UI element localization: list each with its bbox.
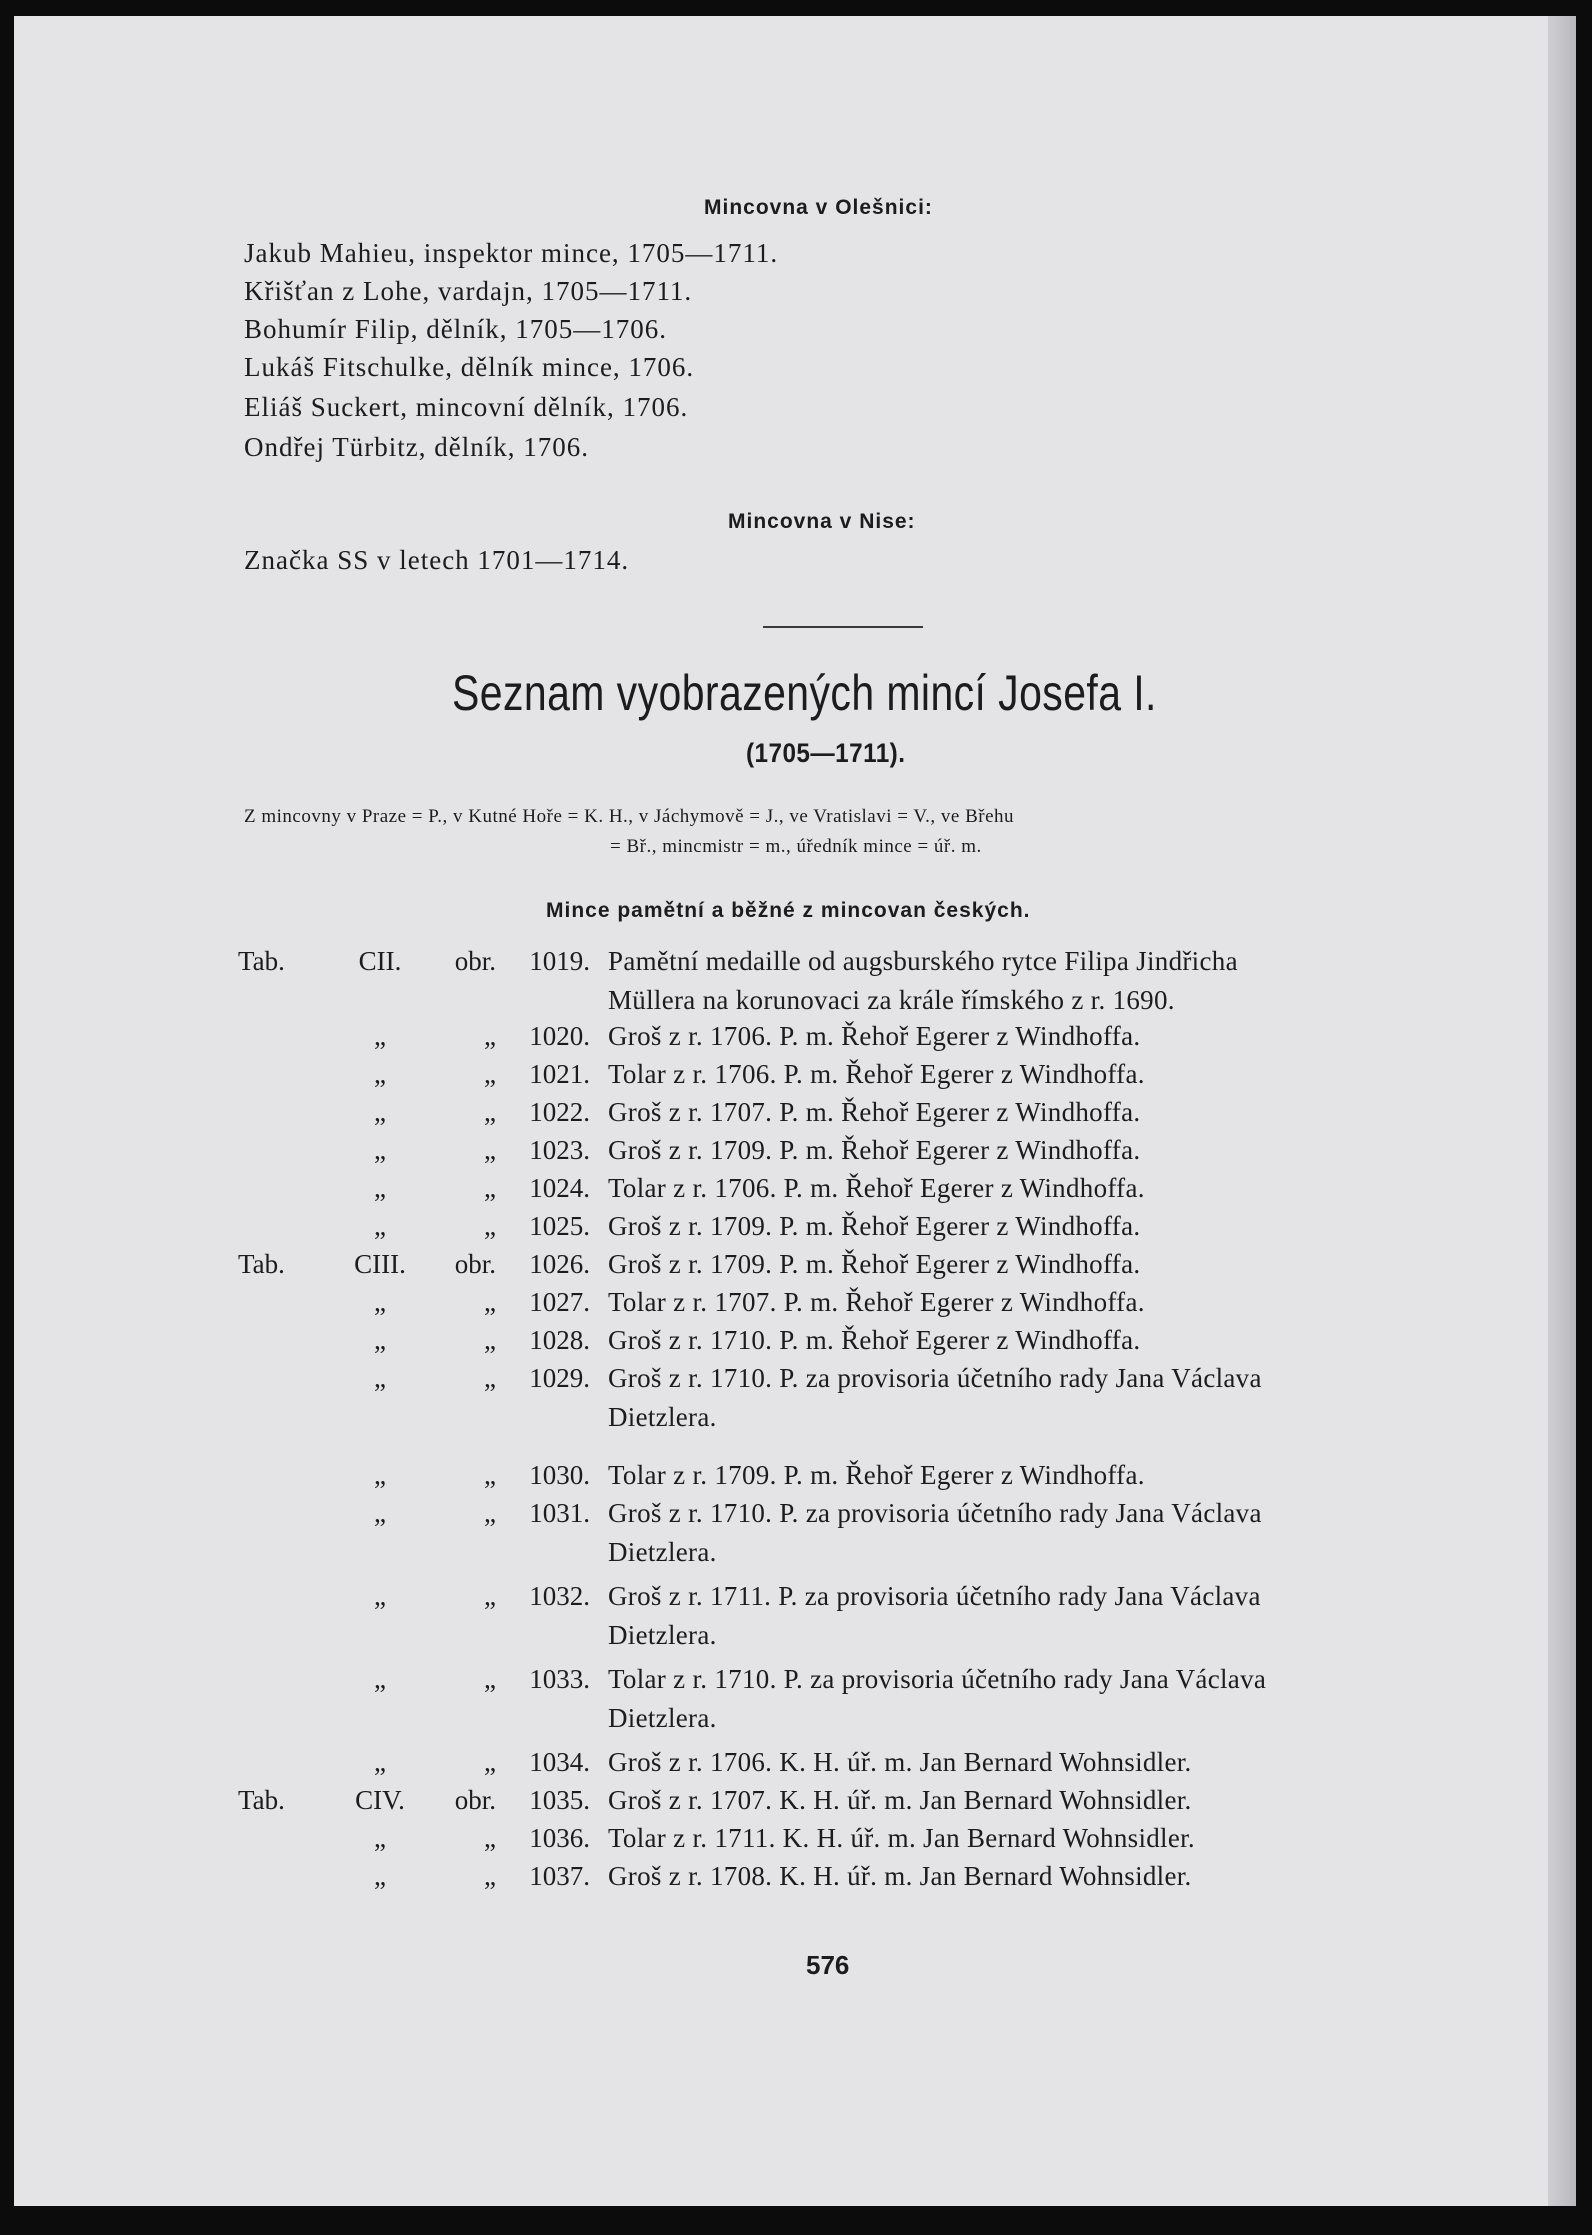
row-description-line: Tolar z r. 1707. P. m. Řehoř Egerer z Windhoffa. bbox=[608, 1287, 1145, 1317]
olesnice-line: Ondřej Türbitz, dělník, 1706. bbox=[244, 432, 589, 462]
row-figure-number: 1020. bbox=[529, 1021, 590, 1051]
row-description-line: Groš z r. 1710. P. m. Řehoř Egerer z Windhoffa. bbox=[608, 1325, 1141, 1355]
page-edge bbox=[1548, 16, 1576, 2206]
row-plate-number: „ bbox=[374, 1097, 386, 1127]
row-description bbox=[608, 1498, 1440, 1568]
row-plate-number: CIV. bbox=[355, 1785, 405, 1815]
row-figure-label: „ bbox=[484, 1460, 496, 1490]
row-plate-number: „ bbox=[374, 1664, 386, 1694]
row-description-line: Groš z r. 1711. P. za provisoria účetního rady Jana Václava bbox=[608, 1581, 1261, 1611]
row-description-line: Groš z r. 1707. K. H. úř. m. Jan Bernard Wohnsidler. bbox=[608, 1785, 1192, 1815]
row-tab-label: Tab. bbox=[238, 946, 285, 976]
row-description-line: Tolar z r. 1706. P. m. Řehoř Egerer z Windhoffa. bbox=[608, 1059, 1145, 1089]
row-plate-number: CII. bbox=[358, 946, 402, 976]
row-plate-number: „ bbox=[374, 1173, 386, 1203]
olesnice-line: Lukáš Fitschulke, dělník mince, 1706. bbox=[244, 352, 695, 382]
row-description bbox=[608, 1249, 1440, 1280]
row-figure-number: 1036. bbox=[529, 1823, 590, 1853]
divider-rule bbox=[763, 626, 923, 628]
row-description-line: Groš z r. 1709. P. m. Řehoř Egerer z Windhoffa. bbox=[608, 1135, 1141, 1165]
row-figure-label: obr. bbox=[454, 946, 496, 976]
row-figure-label: „ bbox=[484, 1211, 496, 1241]
row-description-line: Groš z r. 1706. K. H. úř. m. Jan Bernard Wohnsidler. bbox=[608, 1747, 1192, 1777]
row-figure-label: obr. bbox=[454, 1785, 496, 1815]
row-figure-label: „ bbox=[484, 1059, 496, 1089]
row-plate-number: „ bbox=[374, 1021, 386, 1051]
section-heading-nisa: Mincovna v Nise: bbox=[728, 510, 916, 533]
row-description bbox=[608, 1097, 1440, 1128]
row-figure-label: „ bbox=[484, 1021, 496, 1051]
row-description-line: Tolar z r. 1710. P. za provisoria účetního rady Jana Václava bbox=[608, 1664, 1267, 1694]
row-description-line: Groš z r. 1707. P. m. Řehoř Egerer z Windhoffa. bbox=[608, 1097, 1141, 1127]
row-figure-number: 1021. bbox=[529, 1059, 590, 1089]
title-years: (1705—1711). bbox=[746, 738, 906, 768]
page-title: Seznam vyobrazených mincí Josefa I. bbox=[452, 665, 1157, 721]
row-figure-number: 1033. bbox=[529, 1664, 590, 1694]
row-figure-number: 1022. bbox=[529, 1097, 590, 1127]
row-tab-label: Tab. bbox=[238, 1785, 285, 1815]
row-description bbox=[608, 1021, 1440, 1052]
row-figure-label: „ bbox=[484, 1287, 496, 1317]
page-number: 576 bbox=[806, 1950, 850, 1980]
row-description-line: Groš z r. 1710. P. za provisoria účetního rady Jana Václava bbox=[608, 1363, 1262, 1393]
row-description-continuation: Dietzlera. bbox=[608, 1620, 717, 1650]
row-description bbox=[608, 1460, 1440, 1491]
row-description bbox=[608, 1581, 1440, 1651]
nisa-line: Značka SS v letech 1701—1714. bbox=[244, 545, 630, 575]
row-plate-number: „ bbox=[374, 1747, 386, 1777]
row-figure-number: 1030. bbox=[529, 1460, 590, 1490]
row-figure-number: 1035. bbox=[529, 1785, 590, 1815]
legend-line-2: = Bř., mincmistr = m., úředník mince = úř. m. bbox=[610, 836, 982, 857]
row-figure-number: 1024. bbox=[529, 1173, 590, 1203]
row-description bbox=[608, 1785, 1440, 1816]
row-plate-number: „ bbox=[374, 1287, 386, 1317]
row-description bbox=[608, 1287, 1440, 1318]
row-description-line: Tolar z r. 1709. P. m. Řehoř Egerer z Windhoffa. bbox=[608, 1460, 1145, 1490]
row-figure-label: „ bbox=[484, 1363, 496, 1393]
row-plate-number: „ bbox=[374, 1581, 386, 1611]
row-figure-number: 1029. bbox=[529, 1363, 590, 1393]
row-figure-label: „ bbox=[484, 1664, 496, 1694]
row-figure-label: „ bbox=[484, 1325, 496, 1355]
row-plate-number: „ bbox=[374, 1059, 386, 1089]
row-figure-number: 1025. bbox=[529, 1211, 590, 1241]
row-description bbox=[608, 1861, 1440, 1892]
row-figure-label: „ bbox=[484, 1097, 496, 1127]
row-description-continuation: Dietzlera. bbox=[608, 1402, 717, 1432]
row-figure-label: „ bbox=[484, 1861, 496, 1891]
section-heading-mince: Mince pamětní a běžné z mincovan českých. bbox=[546, 899, 1031, 922]
row-plate-number: „ bbox=[374, 1363, 386, 1393]
olesnice-line: Bohumír Filip, dělník, 1705—1706. bbox=[244, 314, 668, 344]
row-plate-number: „ bbox=[374, 1498, 386, 1528]
olesnice-line: Eliáš Suckert, mincovní dělník, 1706. bbox=[244, 392, 689, 422]
row-description-continuation: Dietzlera. bbox=[608, 1537, 717, 1567]
row-description-continuation: Müllera na korunovaci za krále římského z r. 1690. bbox=[608, 985, 1175, 1015]
row-figure-number: 1026. bbox=[529, 1249, 590, 1279]
row-figure-label: „ bbox=[484, 1173, 496, 1203]
row-figure-label: „ bbox=[484, 1135, 496, 1165]
row-description-line: Pamětní medaille od augsburského rytce Filipa Jindřicha bbox=[608, 946, 1238, 976]
row-description-line: Groš z r. 1710. P. za provisoria účetního rady Jana Václava bbox=[608, 1498, 1262, 1528]
row-plate-number: „ bbox=[374, 1325, 386, 1355]
row-tab-label: Tab. bbox=[238, 1249, 285, 1279]
row-description bbox=[608, 1059, 1440, 1090]
row-description bbox=[608, 1211, 1440, 1242]
row-description-line: Groš z r. 1706. P. m. Řehoř Egerer z Windhoffa. bbox=[608, 1021, 1141, 1051]
row-plate-number: „ bbox=[374, 1211, 386, 1241]
legend-line-1: Z mincovny v Praze = P., v Kutné Hoře = K. H., v Jáchymově = J., ve Vratislavi = V., ve Břehu bbox=[244, 806, 1015, 827]
row-plate-number: CIII. bbox=[354, 1249, 406, 1279]
row-figure-number: 1027. bbox=[529, 1287, 590, 1317]
row-figure-number: 1028. bbox=[529, 1325, 590, 1355]
row-figure-number: 1019. bbox=[529, 946, 590, 976]
row-figure-label: „ bbox=[484, 1823, 496, 1853]
section-heading-olesnice: Mincovna v Olešnici: bbox=[704, 196, 933, 219]
row-description bbox=[608, 1173, 1440, 1204]
row-description-line: Tolar z r. 1711. K. H. úř. m. Jan Bernard Wohnsidler. bbox=[608, 1823, 1195, 1853]
olesnice-line: Jakub Mahieu, inspektor mince, 1705—1711. bbox=[244, 238, 779, 268]
row-description-line: Groš z r. 1709. P. m. Řehoř Egerer z Windhoffa. bbox=[608, 1211, 1141, 1241]
row-description bbox=[608, 1823, 1440, 1854]
row-plate-number: „ bbox=[374, 1460, 386, 1490]
row-description bbox=[608, 1747, 1440, 1778]
row-plate-number: „ bbox=[374, 1823, 386, 1853]
row-description bbox=[608, 1363, 1440, 1433]
row-description-line: Groš z r. 1708. K. H. úř. m. Jan Bernard Wohnsidler. bbox=[608, 1861, 1192, 1891]
row-figure-number: 1032. bbox=[529, 1581, 590, 1611]
olesnice-line: Křišťan z Lohe, vardajn, 1705—1711. bbox=[244, 276, 693, 306]
row-figure-label: „ bbox=[484, 1581, 496, 1611]
row-description-line: Tolar z r. 1706. P. m. Řehoř Egerer z Windhoffa. bbox=[608, 1173, 1145, 1203]
row-plate-number: „ bbox=[374, 1861, 386, 1891]
row-description bbox=[608, 1135, 1440, 1166]
row-figure-number: 1037. bbox=[529, 1861, 590, 1891]
row-figure-number: 1031. bbox=[529, 1498, 590, 1528]
row-figure-label: „ bbox=[484, 1747, 496, 1777]
row-figure-label: „ bbox=[484, 1498, 496, 1528]
row-description-continuation: Dietzlera. bbox=[608, 1703, 717, 1733]
row-figure-label: obr. bbox=[454, 1249, 496, 1279]
row-plate-number: „ bbox=[374, 1135, 386, 1165]
row-figure-number: 1023. bbox=[529, 1135, 590, 1165]
row-description bbox=[608, 946, 1440, 1016]
row-description-line: Groš z r. 1709. P. m. Řehoř Egerer z Windhoffa. bbox=[608, 1249, 1141, 1279]
row-figure-number: 1034. bbox=[529, 1747, 590, 1777]
row-description bbox=[608, 1325, 1440, 1356]
row-description bbox=[608, 1664, 1440, 1734]
